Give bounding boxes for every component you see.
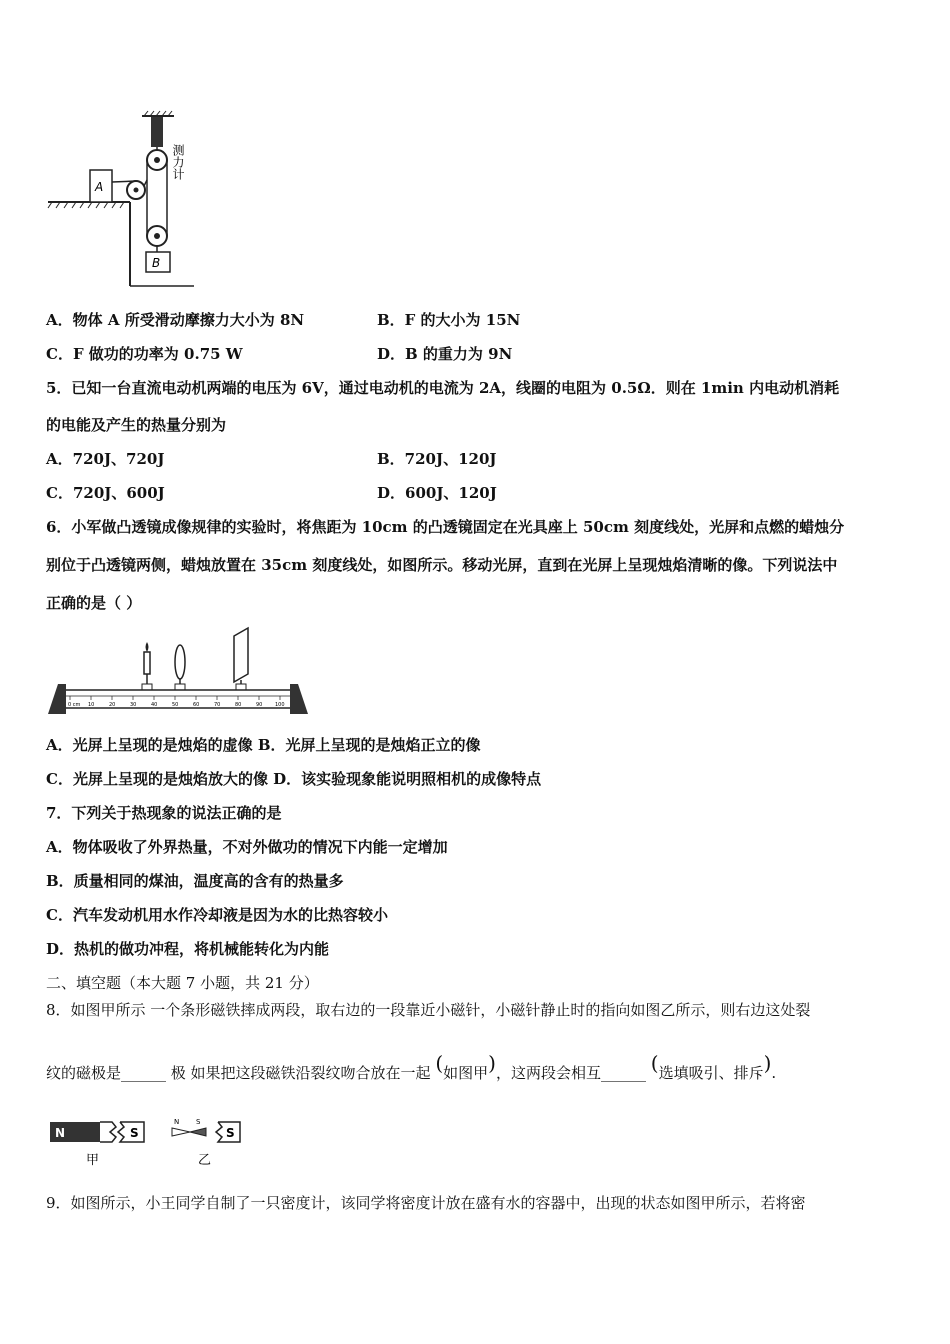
q8-line2-part-c: ，这两段会相互______ [495, 1064, 646, 1082]
tick-label-50: 50 [172, 702, 179, 708]
q6-options-ab: A．光屏上呈现的是烛焰的虚像 B．光屏上呈现的是烛焰正立的像 [46, 736, 481, 754]
optical-bench-figure [44, 624, 314, 720]
svg-text:S: S [196, 1118, 201, 1126]
section-2-title: 二、填空题（本大题 7 小题，共 21 分） [46, 974, 319, 992]
q5-option-c: C．720J、600J [46, 484, 165, 502]
q5-option-d: D．600J、120J [377, 484, 497, 502]
q4-option-a: A．物体 A 所受滑动摩擦力大小为 8N [46, 311, 305, 329]
q5-option-a: A．720J、720J [46, 450, 165, 468]
fig-yi-label: 乙 [198, 1153, 212, 1168]
q7-stem: 7．下列关于热现象的说法正确的是 [46, 804, 282, 822]
meter-label: 测力计 [171, 144, 185, 180]
tick-label-90: 90 [256, 702, 263, 708]
q6-stem-line2: 别位于凸透镜两侧，蜡烛放置在 35cm 刻度线处，如图所示。移动光屏，直到在光屏上呈现烛焰清晰的像。下列说法中 [46, 556, 838, 574]
magnet-s-label: S [130, 1126, 139, 1140]
q4-option-d: D．B 的重力为 9N [377, 345, 513, 363]
q8-line2-part-e: . [771, 1064, 777, 1082]
q5-stem-line1: 5．已知一台直流电动机两端的电压为 6V，通过电动机的电流为 2A，线圈的电阻为 0.5Ω．则在 1min 内电动机消耗 [46, 379, 840, 397]
block-a-label: A [95, 180, 104, 194]
q7-option-a: A．物体吸收了外界热量，不对外做功的情况下内能一定增加 [46, 838, 448, 856]
magnet-n-label: N [55, 1126, 66, 1140]
q6-options-cd: C．光屏上呈现的是烛焰放大的像 D．该实验现象能说明照相机的成像特点 [46, 770, 542, 788]
block-b-label: B [152, 256, 161, 270]
q7-option-d: D．热机的做功冲程，将机械能转化为内能 [46, 940, 330, 958]
q8-line2-part-d: 选填吸引、排斥 [658, 1064, 764, 1082]
q7-option-b: B．质量相同的煤油，温度高的含有的热量多 [46, 872, 344, 890]
tick-label-30: 30 [130, 702, 137, 708]
q8-stem-line2: 纹的磁极是______ 极 如果把这段磁铁沿裂纹吻合放在一起 (如图甲)，这两段会相互______ (选填吸引、排斥). [46, 1051, 777, 1082]
tick-label-60: 60 [193, 702, 200, 708]
q5-stem-line2: 的电能及产生的热量分别为 [46, 416, 227, 434]
tick-label-70: 70 [214, 702, 221, 708]
q7-option-c: C．汽车发动机用水作冷却液是因为水的比热容较小 [46, 906, 388, 924]
q9-stem-line1: 9．如图所示，小王同学自制了一只密度计，该同学将密度计放在盛有水的容器中，出现的状态如图甲所示，若将密 [46, 1194, 806, 1212]
q6-stem-line1: 6．小军做凸透镜成像规律的实验时，将焦距为 10cm 的凸透镜固定在光具座上 50cm 刻度线处，光屏和点燃的蜡烛分 [46, 518, 845, 536]
tick-label-10: 10 [88, 702, 95, 708]
tick-label-40: 40 [151, 702, 158, 708]
q4-option-b: B．F 的大小为 15N [377, 311, 521, 329]
q8-line2-part-b: 如图甲 [443, 1064, 489, 1082]
q4-option-c: C．F 做功的功率为 0.75 W [46, 345, 243, 363]
fig-jia-label: 甲 [86, 1153, 100, 1168]
pulley-figure [44, 110, 214, 290]
magnet-figure [46, 1114, 246, 1170]
tick-label-80: 80 [235, 702, 242, 708]
q6-stem-line3: 正确的是（ ） [46, 594, 142, 612]
q5-option-b: B．720J、120J [377, 450, 497, 468]
q8-line2-part-a: 纹的磁极是______ 极 如果把这段磁铁沿裂纹吻合放在一起 [46, 1064, 431, 1082]
svg-text:N: N [174, 1118, 180, 1126]
tick-label-20: 20 [109, 702, 116, 708]
q8-stem-line1: 8．如图甲所示 一个条形磁铁摔成两段，取右边的一段靠近小磁针，小磁针静止时的指向如图乙所示，则右边这处裂 [46, 1001, 811, 1019]
tick-label-100: 100 [275, 702, 285, 708]
tick-label-0: 0 cm [68, 702, 81, 708]
svg-text:S: S [226, 1126, 235, 1140]
